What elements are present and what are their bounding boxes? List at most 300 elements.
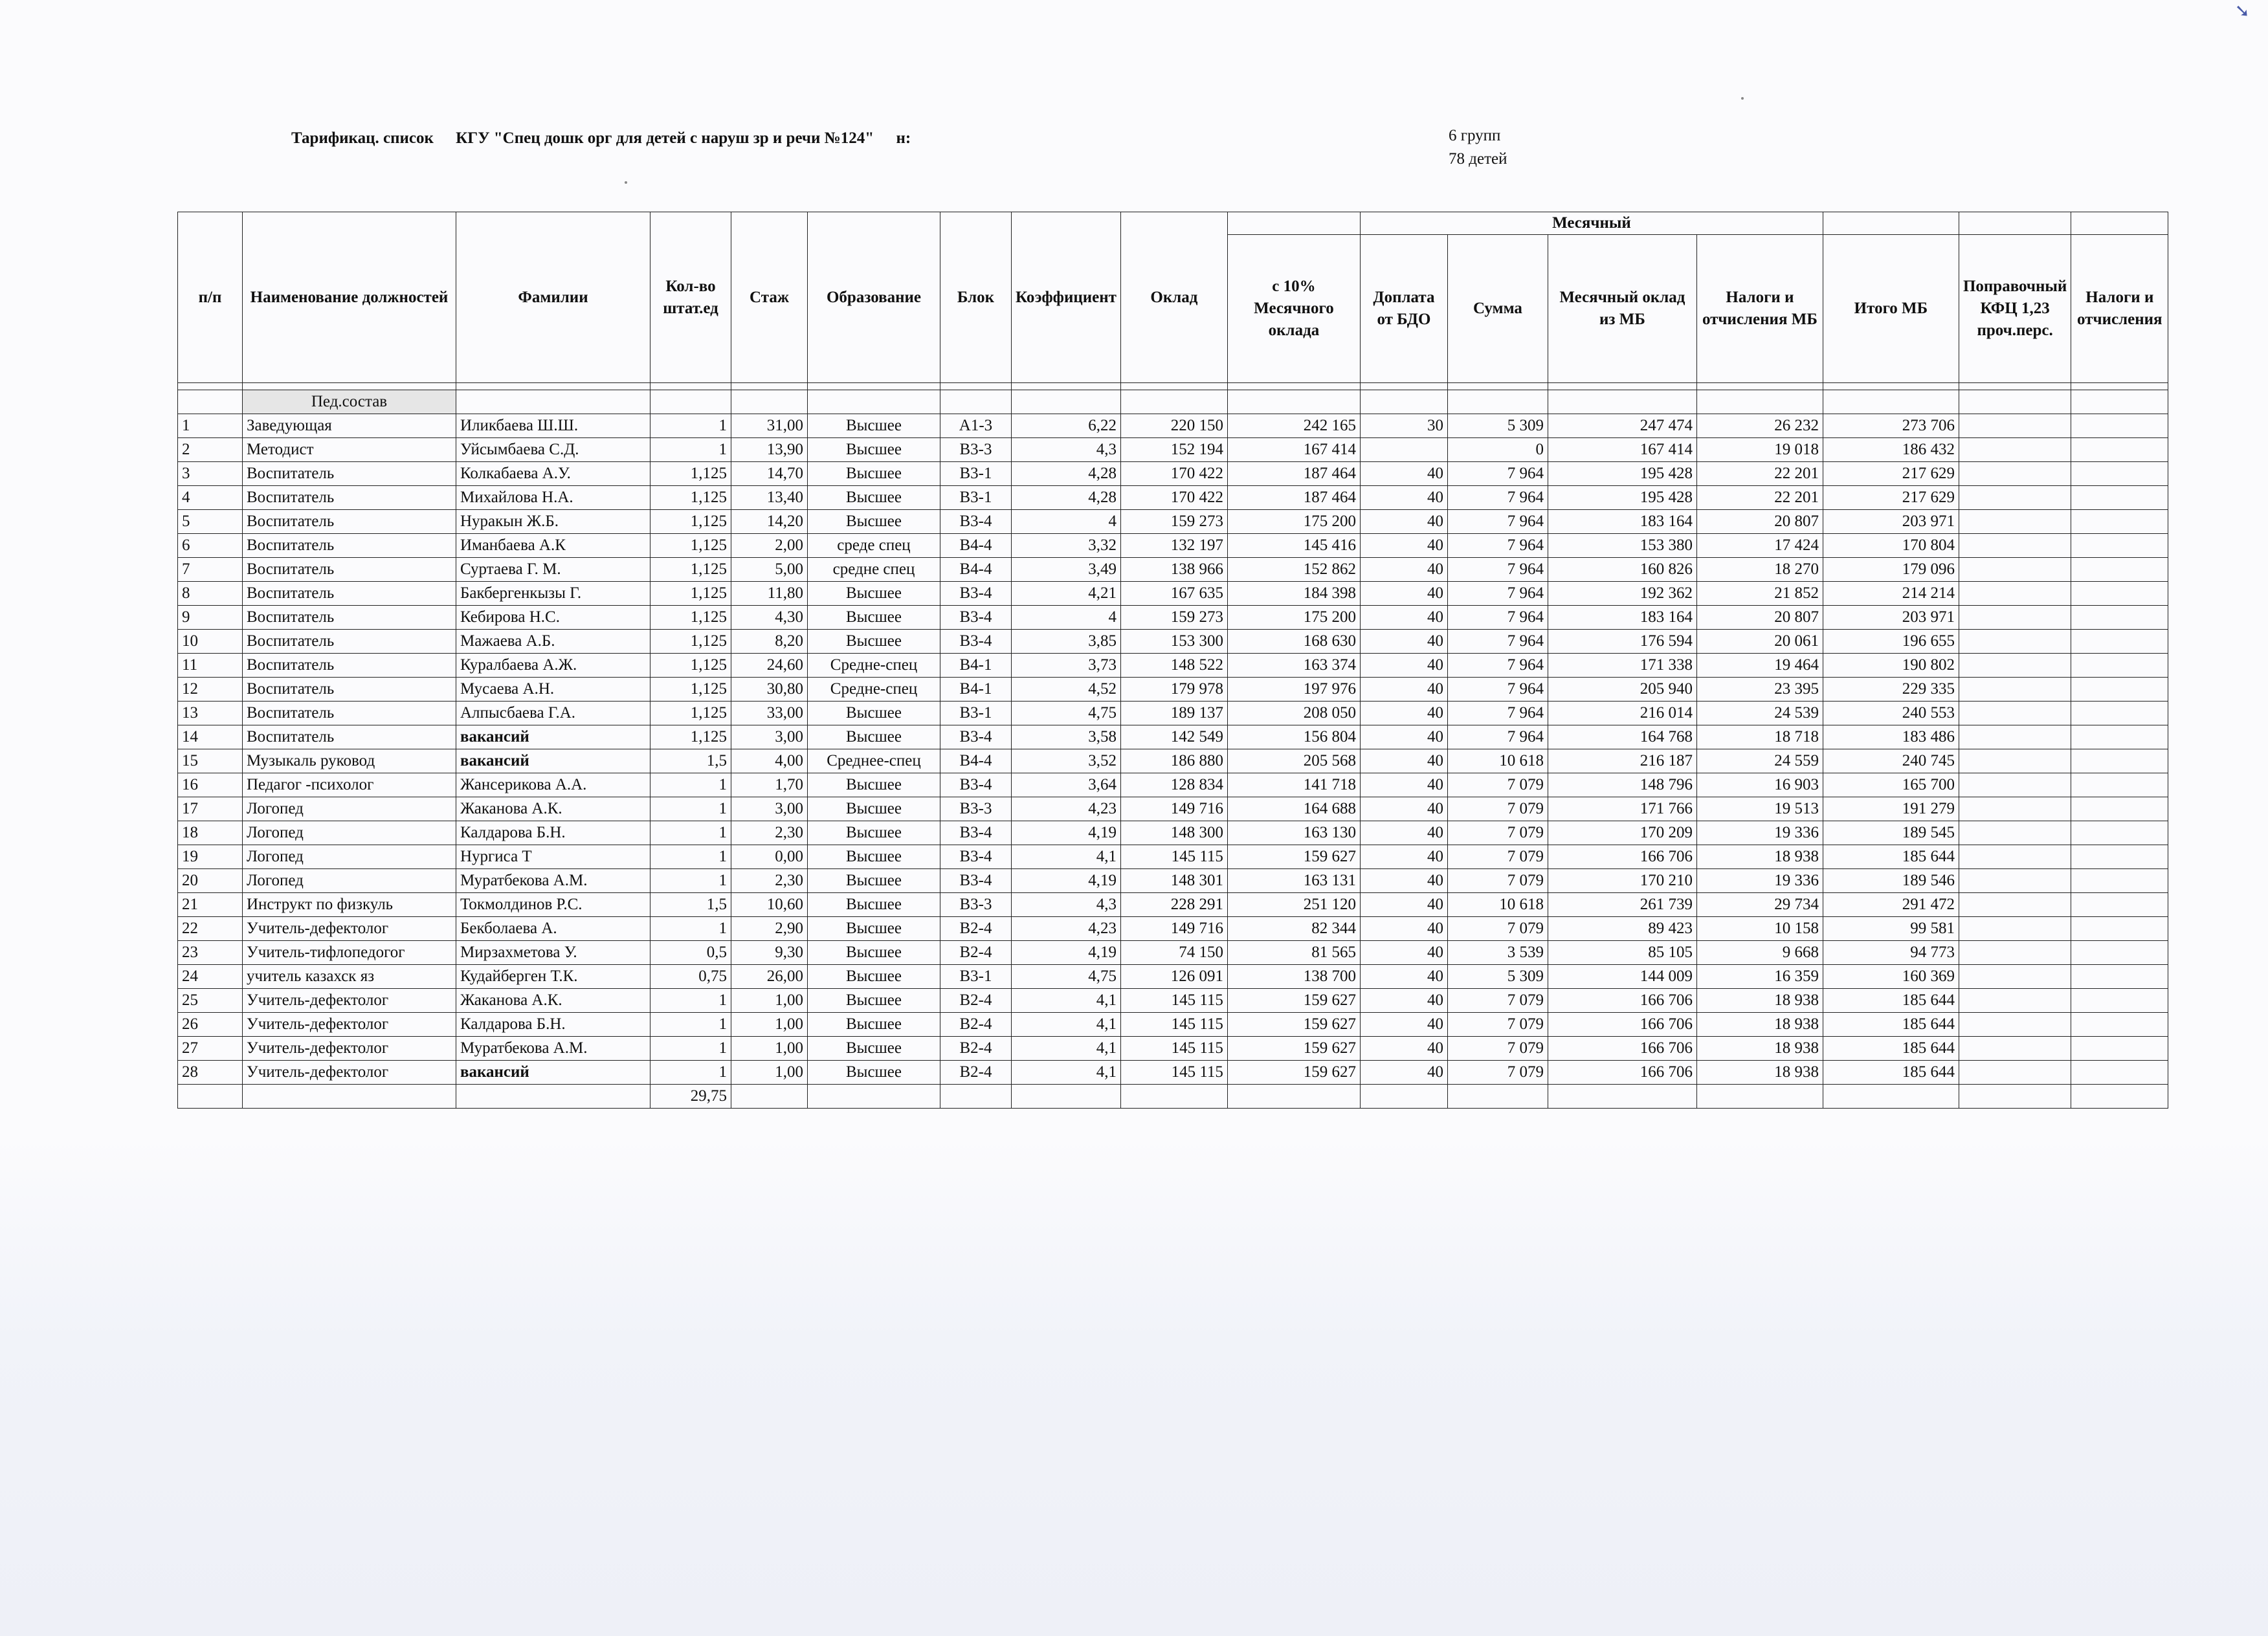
cell-experience: 2,30 (731, 869, 808, 893)
cell-empty (1959, 845, 2071, 869)
cell-total-mb: 185 644 (1823, 1013, 1959, 1037)
cell-empty (2071, 534, 2168, 558)
table-row (178, 630, 2168, 654)
cell-taxes-mb: 24 539 (1696, 702, 1823, 725)
cell-surname: Кебирова Н.С. (456, 606, 650, 630)
cell-coefficient: 4,1 (1012, 1013, 1121, 1037)
scan-speck (1741, 97, 1744, 100)
cell-sum: 7 079 (1447, 917, 1548, 941)
cell-units: 1 (650, 773, 731, 797)
cell-plus10: 138 700 (1227, 965, 1360, 989)
scan-speck (625, 181, 627, 184)
cell-num: 15 (178, 749, 243, 773)
cell-bdo-bonus: 40 (1360, 821, 1447, 845)
cell-coefficient: 3,85 (1012, 630, 1121, 654)
cell-empty (2071, 1013, 2168, 1037)
cell-empty (2071, 989, 2168, 1013)
cell-surname: Уйсымбаева С.Д. (456, 438, 650, 462)
cell-education: Высшее (808, 510, 940, 534)
cell-bdo-bonus: 40 (1360, 462, 1447, 486)
cell-taxes-mb: 10 158 (1696, 917, 1823, 941)
cell-position: Музыкаль руковод (243, 749, 456, 773)
cell-coefficient: 3,73 (1012, 654, 1121, 678)
cell-bdo-bonus: 40 (1360, 702, 1447, 725)
cell-block: В2-4 (940, 989, 1012, 1013)
cell-experience: 2,00 (731, 534, 808, 558)
cell-units: 0,5 (650, 941, 731, 965)
cell-empty (2071, 917, 2168, 941)
cell-position: Воспитатель (243, 725, 456, 749)
cell-empty (2071, 630, 2168, 654)
cell-total-mb: 185 644 (1823, 1037, 1959, 1061)
cell-education: Высшее (808, 606, 940, 630)
cell-coefficient: 4,3 (1012, 893, 1121, 917)
cell-position: Воспитатель (243, 558, 456, 582)
cell-units: 1 (650, 917, 731, 941)
cell-monthly-mb: 195 428 (1548, 486, 1696, 510)
group-blank-cell (1227, 212, 1360, 235)
cell-salary: 128 834 (1120, 773, 1227, 797)
cell-salary: 145 115 (1120, 1037, 1227, 1061)
cell-total-mb: 179 096 (1823, 558, 1959, 582)
cell-plus10: 242 165 (1227, 414, 1360, 438)
cell-sum: 7 079 (1447, 869, 1548, 893)
cell-coefficient: 4,19 (1012, 821, 1121, 845)
cell-units: 1 (650, 797, 731, 821)
cell-taxes-mb: 18 938 (1696, 1061, 1823, 1085)
cell-position: Инструкт по физкуль (243, 893, 456, 917)
cell-plus10: 159 627 (1227, 1013, 1360, 1037)
cell-bdo-bonus: 40 (1360, 869, 1447, 893)
cell-education: Высшее (808, 438, 940, 462)
cell-education: Средне-спец (808, 654, 940, 678)
cell-block: В3-4 (940, 606, 1012, 630)
cell-empty (1959, 654, 2071, 678)
cell-coefficient: 4,1 (1012, 1037, 1121, 1061)
cell-empty (1959, 582, 2071, 606)
cell-position: Учитель-дефектолог (243, 917, 456, 941)
cell-coefficient: 4,3 (1012, 438, 1121, 462)
cell-total-mb: 165 700 (1823, 773, 1959, 797)
cell-experience: 4,00 (731, 749, 808, 773)
cell-monthly-mb: 144 009 (1548, 965, 1696, 989)
cell-plus10: 81 565 (1227, 941, 1360, 965)
cell-units: 1,125 (650, 486, 731, 510)
cell-position: Учитель-дефектолог (243, 989, 456, 1013)
cell-education: Высшее (808, 630, 940, 654)
cell-experience: 9,30 (731, 941, 808, 965)
cell-empty (2071, 725, 2168, 749)
cell-taxes-mb: 9 668 (1696, 941, 1823, 965)
col-coefficient-header: Коэффициент (1012, 212, 1121, 383)
cell-plus10: 145 416 (1227, 534, 1360, 558)
cell-plus10: 152 862 (1227, 558, 1360, 582)
cell-taxes-mb: 18 270 (1696, 558, 1823, 582)
cell-monthly-mb: 261 739 (1548, 893, 1696, 917)
table-row (178, 797, 2168, 821)
cell-salary: 179 978 (1120, 678, 1227, 702)
cell-education: Средне-спец (808, 678, 940, 702)
cell-empty (1959, 893, 2071, 917)
cell-empty (1120, 1085, 1227, 1109)
cell-sum: 7 079 (1447, 1061, 1548, 1085)
cell-plus10: 167 414 (1227, 438, 1360, 462)
cell-empty (1959, 510, 2071, 534)
cell-total-mb: 183 486 (1823, 725, 1959, 749)
cell-coefficient: 4,28 (1012, 486, 1121, 510)
cell-salary: 152 194 (1120, 438, 1227, 462)
table-row (178, 821, 2168, 845)
cell-experience: 1,00 (731, 1013, 808, 1037)
cell-empty (1959, 630, 2071, 654)
cell-salary: 149 716 (1120, 797, 1227, 821)
cell-empty (1360, 1085, 1447, 1109)
table-row (178, 654, 2168, 678)
cell-empty (2071, 558, 2168, 582)
group-blank-cell (2071, 212, 2168, 235)
cell-units: 1 (650, 821, 731, 845)
cell-block: В3-1 (940, 702, 1012, 725)
cell-education: средне спец (808, 558, 940, 582)
cell-coefficient: 3,32 (1012, 534, 1121, 558)
cell-bdo-bonus: 40 (1360, 486, 1447, 510)
title-part-3: н: (896, 129, 911, 147)
cell-block: В3-1 (940, 486, 1012, 510)
cell-monthly-mb: 166 706 (1548, 845, 1696, 869)
cell-empty (1012, 1085, 1121, 1109)
cell-surname: Мусаева А.Н. (456, 678, 650, 702)
cell-taxes-mb: 19 336 (1696, 821, 1823, 845)
cell-education: Высшее (808, 941, 940, 965)
cell-position: Методист (243, 438, 456, 462)
table-header-group-row (178, 212, 2168, 235)
cell-position: Воспитатель (243, 582, 456, 606)
cell-salary: 145 115 (1120, 845, 1227, 869)
cell-monthly-mb: 195 428 (1548, 462, 1696, 486)
cell-bdo-bonus: 40 (1360, 941, 1447, 965)
cell-sum: 10 618 (1447, 893, 1548, 917)
cell-taxes-mb: 24 559 (1696, 749, 1823, 773)
cell-empty (2071, 486, 2168, 510)
cell-experience: 2,30 (731, 821, 808, 845)
cell-coefficient: 4,28 (1012, 462, 1121, 486)
cell-block: В4-1 (940, 654, 1012, 678)
cell-taxes-mb: 16 903 (1696, 773, 1823, 797)
cell-empty (1959, 702, 2071, 725)
cell-sum: 7 964 (1447, 725, 1548, 749)
cell-empty (1959, 749, 2071, 773)
cell-plus10: 208 050 (1227, 702, 1360, 725)
cell-taxes-mb: 19 513 (1696, 797, 1823, 821)
cell-empty (2071, 606, 2168, 630)
cell-coefficient: 4 (1012, 510, 1121, 534)
cell-coefficient: 3,58 (1012, 725, 1121, 749)
cell-surname: вакансий (456, 1061, 650, 1085)
cell-education: Среднее-спец (808, 749, 940, 773)
cell-plus10: 187 464 (1227, 486, 1360, 510)
cell-sum: 7 079 (1447, 989, 1548, 1013)
cell-total-mb: 229 335 (1823, 678, 1959, 702)
cell-empty (940, 1085, 1012, 1109)
cell-total-mb: 196 655 (1823, 630, 1959, 654)
cell-education: Высшее (808, 414, 940, 438)
cell-education: Высшее (808, 893, 940, 917)
cell-num: 26 (178, 1013, 243, 1037)
col-bdo-bonus-header: Доплата от БДО (1360, 235, 1447, 383)
cell-coefficient: 4,1 (1012, 845, 1121, 869)
table-row (178, 773, 2168, 797)
cell-salary: 189 137 (1120, 702, 1227, 725)
cell-plus10: 141 718 (1227, 773, 1360, 797)
cell-monthly-mb: 183 164 (1548, 510, 1696, 534)
cell-units: 1,125 (650, 582, 731, 606)
cell-total-mb: 189 545 (1823, 821, 1959, 845)
table-row (178, 965, 2168, 989)
cell-surname: Жаканова А.К. (456, 989, 650, 1013)
cell-num: 7 (178, 558, 243, 582)
cell-empty (1959, 821, 2071, 845)
cell-num: 23 (178, 941, 243, 965)
cell-monthly-mb: 153 380 (1548, 534, 1696, 558)
cell-salary: 74 150 (1120, 941, 1227, 965)
cell-coefficient: 6,22 (1012, 414, 1121, 438)
monthly-group-header: Месячный (1360, 212, 1823, 235)
cell-sum: 7 079 (1447, 797, 1548, 821)
cell-salary: 170 422 (1120, 462, 1227, 486)
cell-coefficient: 4,75 (1012, 965, 1121, 989)
cell-taxes-mb: 18 938 (1696, 1037, 1823, 1061)
cell-position: Логопед (243, 869, 456, 893)
cell-experience: 14,70 (731, 462, 808, 486)
cell-position: Воспитатель (243, 678, 456, 702)
cell-empty (2071, 797, 2168, 821)
table-row (178, 989, 2168, 1013)
table-row (178, 893, 2168, 917)
table-row (178, 510, 2168, 534)
cell-sum: 7 079 (1447, 845, 1548, 869)
cell-taxes-mb: 18 718 (1696, 725, 1823, 749)
cell-monthly-mb: 171 338 (1548, 654, 1696, 678)
cell-block: В4-4 (940, 749, 1012, 773)
cell-experience: 11,80 (731, 582, 808, 606)
cell-position: Учитель-тифлопедогог (243, 941, 456, 965)
cell-empty (1823, 1085, 1959, 1109)
cell-taxes-mb: 29 734 (1696, 893, 1823, 917)
cell-num: 16 (178, 773, 243, 797)
table-row (178, 414, 2168, 438)
cell-block: В3-3 (940, 797, 1012, 821)
cell-position: Воспитатель (243, 510, 456, 534)
cell-sum: 7 079 (1447, 773, 1548, 797)
col-taxes2-header: Налоги и отчисления (2071, 235, 2168, 383)
cell-bdo-bonus (1360, 438, 1447, 462)
cell-bdo-bonus: 40 (1360, 606, 1447, 630)
cell-salary: 138 966 (1120, 558, 1227, 582)
table-row (178, 462, 2168, 486)
cell-education: среде спец (808, 534, 940, 558)
cell-monthly-mb: 148 796 (1548, 773, 1696, 797)
cell-units: 1 (650, 414, 731, 438)
cell-total-mb: 217 629 (1823, 486, 1959, 510)
cell-taxes-mb: 17 424 (1696, 534, 1823, 558)
cell-salary: 145 115 (1120, 1013, 1227, 1037)
cell-block: В3-1 (940, 965, 1012, 989)
cell-surname: вакансий (456, 725, 650, 749)
section-row (178, 390, 2168, 414)
cell-block: В3-4 (940, 582, 1012, 606)
cell-empty (1447, 1085, 1548, 1109)
cell-monthly-mb: 216 187 (1548, 749, 1696, 773)
cell-surname: Нургиса Т (456, 845, 650, 869)
table-row (178, 486, 2168, 510)
cell-position: Воспитатель (243, 462, 456, 486)
cell-salary: 167 635 (1120, 582, 1227, 606)
table-row (178, 941, 2168, 965)
cell-sum: 3 539 (1447, 941, 1548, 965)
title-part-1: Тарификац. список (291, 129, 434, 147)
cell-empty (1959, 941, 2071, 965)
cell-coefficient: 3,49 (1012, 558, 1121, 582)
cell-plus10: 159 627 (1227, 1037, 1360, 1061)
cell-empty (2071, 965, 2168, 989)
cell-units: 1 (650, 1061, 731, 1085)
cell-block: В3-3 (940, 893, 1012, 917)
cell-taxes-mb: 26 232 (1696, 414, 1823, 438)
col-surname-header: Фамилии (456, 212, 650, 383)
table-row (178, 534, 2168, 558)
col-correction-header: Поправочный КФЦ 1,23 проч.перс. (1959, 235, 2071, 383)
cell-empty (2071, 773, 2168, 797)
cell-coefficient: 4,19 (1012, 941, 1121, 965)
cell-salary: 228 291 (1120, 893, 1227, 917)
cell-monthly-mb: 167 414 (1548, 438, 1696, 462)
cell-sum: 5 309 (1447, 965, 1548, 989)
cell-units: 1,5 (650, 749, 731, 773)
cell-surname: Мажаева А.Б. (456, 630, 650, 654)
cell-experience: 10,60 (731, 893, 808, 917)
cell-num: 21 (178, 893, 243, 917)
cell-units: 1 (650, 1013, 731, 1037)
cell-empty (178, 1085, 243, 1109)
cell-monthly-mb: 166 706 (1548, 989, 1696, 1013)
cell-total-mb: 291 472 (1823, 893, 1959, 917)
cell-coefficient: 4,1 (1012, 989, 1121, 1013)
cell-coefficient: 4,23 (1012, 797, 1121, 821)
table-row (178, 845, 2168, 869)
col-total-mb-header: Итого МБ (1823, 235, 1959, 383)
cell-plus10: 159 627 (1227, 1061, 1360, 1085)
cell-monthly-mb: 166 706 (1548, 1013, 1696, 1037)
cell-block: В2-4 (940, 1013, 1012, 1037)
cell-units: 1,125 (650, 654, 731, 678)
cell-coefficient: 4,19 (1012, 869, 1121, 893)
cell-sum: 7 079 (1447, 1013, 1548, 1037)
cell-coefficient: 4,1 (1012, 1061, 1121, 1085)
cell-block: В3-4 (940, 510, 1012, 534)
cell-coefficient: 4 (1012, 606, 1121, 630)
cell-surname: Муратбекова А.М. (456, 1037, 650, 1061)
table-row (178, 917, 2168, 941)
cell-monthly-mb: 166 706 (1548, 1061, 1696, 1085)
table-row (178, 1013, 2168, 1037)
cell-total-mb: 214 214 (1823, 582, 1959, 606)
cell-education: Высшее (808, 725, 940, 749)
cell-taxes-mb: 19 464 (1696, 654, 1823, 678)
cell-empty (2071, 438, 2168, 462)
cell-num: 6 (178, 534, 243, 558)
cell-education: Высшее (808, 582, 940, 606)
cell-salary: 220 150 (1120, 414, 1227, 438)
cell-experience: 24,60 (731, 654, 808, 678)
groups-count: 6 групп (1449, 127, 1501, 144)
cell-surname: Кудайберген Т.К. (456, 965, 650, 989)
cell-empty (1959, 965, 2071, 989)
cell-experience: 1,00 (731, 989, 808, 1013)
cell-bdo-bonus: 40 (1360, 510, 1447, 534)
cell-experience: 0,00 (731, 845, 808, 869)
cell-monthly-mb: 247 474 (1548, 414, 1696, 438)
cell-empty (1959, 1013, 2071, 1037)
col-taxes-mb-header: Налоги и отчисления МБ (1696, 235, 1823, 383)
cell-surname: Михайлова Н.А. (456, 486, 650, 510)
cell-block: В4-4 (940, 558, 1012, 582)
cell-monthly-mb: 216 014 (1548, 702, 1696, 725)
cell-experience: 3,00 (731, 797, 808, 821)
cell-units: 1,125 (650, 702, 731, 725)
cell-position: Воспитатель (243, 534, 456, 558)
cell-empty (1959, 414, 2071, 438)
table-row (178, 582, 2168, 606)
cell-sum: 5 309 (1447, 414, 1548, 438)
cell-taxes-mb: 18 938 (1696, 989, 1823, 1013)
cell-salary: 145 115 (1120, 1061, 1227, 1085)
cell-total-mb: 203 971 (1823, 510, 1959, 534)
col-sum-header: Сумма (1447, 235, 1548, 383)
cell-experience: 13,40 (731, 486, 808, 510)
cell-empty (243, 1085, 456, 1109)
cell-taxes-mb: 22 201 (1696, 486, 1823, 510)
cell-salary: 148 522 (1120, 654, 1227, 678)
cell-units: 0,75 (650, 965, 731, 989)
cell-empty (2071, 1085, 2168, 1109)
cell-plus10: 187 464 (1227, 462, 1360, 486)
cell-surname: вакансий (456, 749, 650, 773)
col-salary-header: Оклад (1120, 212, 1227, 383)
table-row (178, 1037, 2168, 1061)
col-experience-header: Стаж (731, 212, 808, 383)
cell-units: 1,5 (650, 893, 731, 917)
cell-empty (1959, 558, 2071, 582)
cell-num: 8 (178, 582, 243, 606)
group-blank-cell (1823, 212, 1959, 235)
cell-experience: 4,30 (731, 606, 808, 630)
cell-taxes-mb: 18 938 (1696, 845, 1823, 869)
total-row (178, 1085, 2168, 1109)
cell-total-mb: 217 629 (1823, 462, 1959, 486)
cell-plus10: 251 120 (1227, 893, 1360, 917)
cell-experience: 2,90 (731, 917, 808, 941)
cell-monthly-mb: 160 826 (1548, 558, 1696, 582)
cell-empty (2071, 749, 2168, 773)
cell-taxes-mb: 18 938 (1696, 1013, 1823, 1037)
cell-surname: Жаканова А.К. (456, 797, 650, 821)
cell-surname: Бекболаева А. (456, 917, 650, 941)
table-row (178, 749, 2168, 773)
cell-num: 4 (178, 486, 243, 510)
cell-empty (1959, 678, 2071, 702)
cell-experience: 31,00 (731, 414, 808, 438)
col-units-header: Кол-во штат.ед (650, 212, 731, 383)
